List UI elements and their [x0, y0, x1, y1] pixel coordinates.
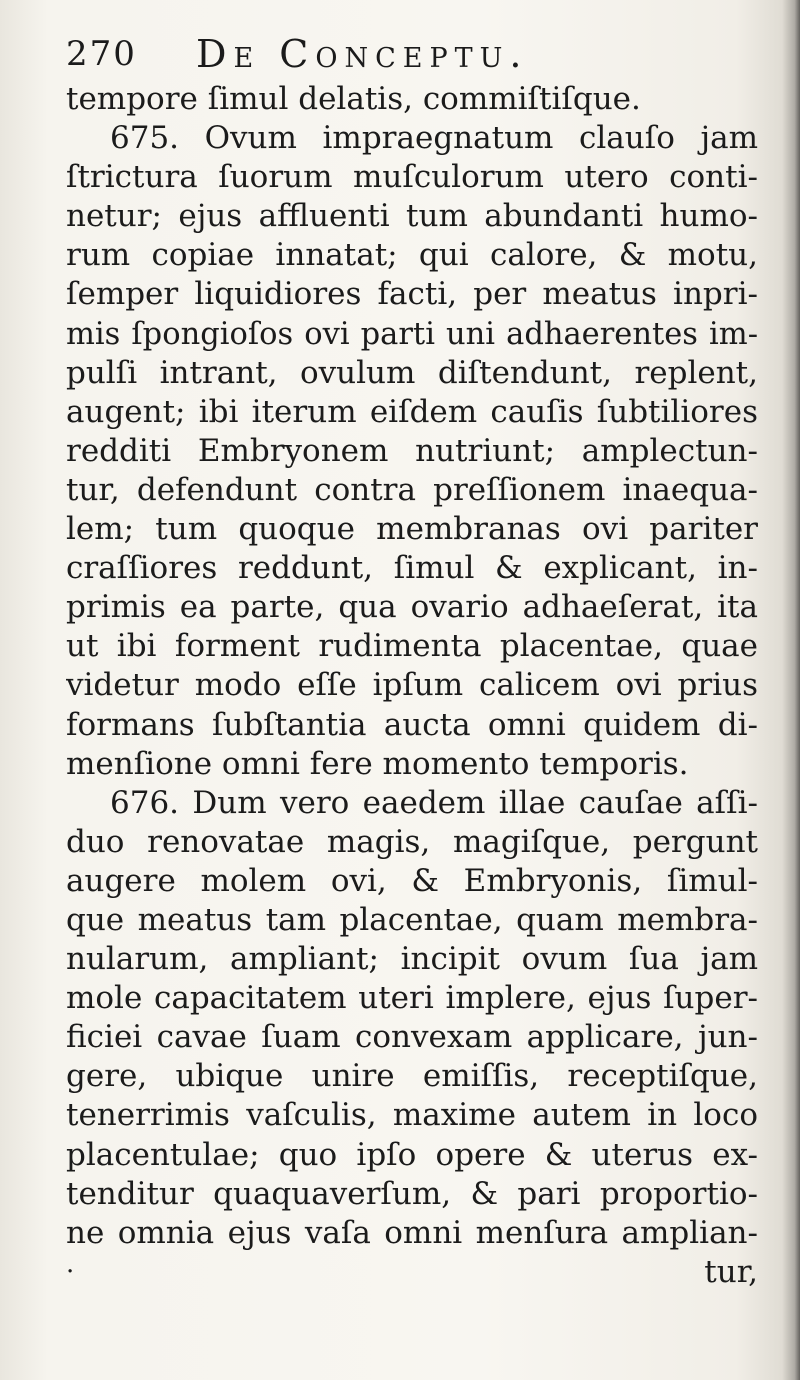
text-line: mis ſpongioſos ovi parti uni adhaerentes im-	[66, 316, 758, 352]
text-line: tenditur quaquaverſum, & pari proportio-	[66, 1175, 758, 1212]
page-text	[66, 28, 758, 1292]
text-line: augere molem ovi, & Embryonis, ſimul-	[66, 862, 758, 899]
text-line: augent; ibi iterum eiſdem cauſis ſubtiliores	[66, 393, 758, 430]
text-line: que meatus tam placentae, quam membra-	[66, 901, 758, 938]
text-line: gere, ubique unire emiſſis, receptiſque,	[66, 1058, 758, 1095]
text-line: lem; tum quoque membranas ovi pariter	[66, 511, 758, 548]
page-header	[66, 28, 758, 80]
signature-mark: ·	[66, 1256, 75, 1287]
paragraph-675-start: 675. Ovum impraegnatum clauſo jam	[110, 120, 758, 157]
page-gutter-shadow	[782, 0, 800, 1380]
text-line: netur; ejus affluenti tum abundanti humo-	[66, 198, 758, 235]
text-line: tenerrimis vaſculis, maxime autem in loco	[66, 1097, 758, 1134]
text-line: craſſiores reddunt, ſimul & explicant, in-	[66, 550, 758, 587]
text-line: formans ſubſtantia aucta omni quidem di-	[66, 706, 758, 743]
text-line: rum copiae innatat; qui calore, & motu,	[66, 237, 758, 274]
page-footer	[66, 1253, 758, 1292]
body-text	[66, 80, 758, 1253]
text-line: ſemper liquidiores facti, per meatus inpri-	[66, 276, 758, 313]
catchword: tur,	[704, 1253, 758, 1290]
text-line: pulſi intrant, ovulum diſtendunt, replent,	[66, 354, 758, 391]
text-line: tur, defendunt contra preſſionem inaequa-	[66, 471, 758, 508]
text-line: nularum, ampliant; incipit ovum ſua jam	[66, 941, 758, 978]
text-line: primis ea parte, qua ovario adhaeſerat, ita	[66, 589, 758, 626]
text-line: ſtrictura ſuorum muſculorum utero conti-	[66, 159, 758, 196]
text-line: mole capacitatem uteri implere, ejus ſuper-	[66, 980, 758, 1017]
text-line: ut ibi forment rudimenta placentae, quae	[66, 628, 758, 665]
text-line: redditi Embryonem nutriunt; amplectun-	[66, 432, 758, 469]
text-line: placentulae; quo ipſo opere & uterus ex-	[66, 1136, 758, 1173]
text-line: menſione omni fere momento temporis.	[66, 745, 689, 782]
text-line: duo renovatae magis, magiſque, pergunt	[66, 823, 758, 860]
paragraph-676-start: 676. Dum vero eaedem illae cauſae aſſi-	[110, 784, 758, 821]
page-number: 270	[66, 34, 137, 74]
text-line: ficiei cavae ſuam convexam applicare, jun-	[66, 1019, 758, 1056]
text-line: ne omnia ejus vaſa omni menſura amplian-	[66, 1214, 758, 1251]
running-title: De Conceptu.	[196, 32, 529, 76]
text-line: videtur modo eſſe ipſum calicem ovi prius	[66, 667, 758, 704]
text-line: tempore ſimul delatis, commiſtiſque.	[66, 81, 641, 117]
